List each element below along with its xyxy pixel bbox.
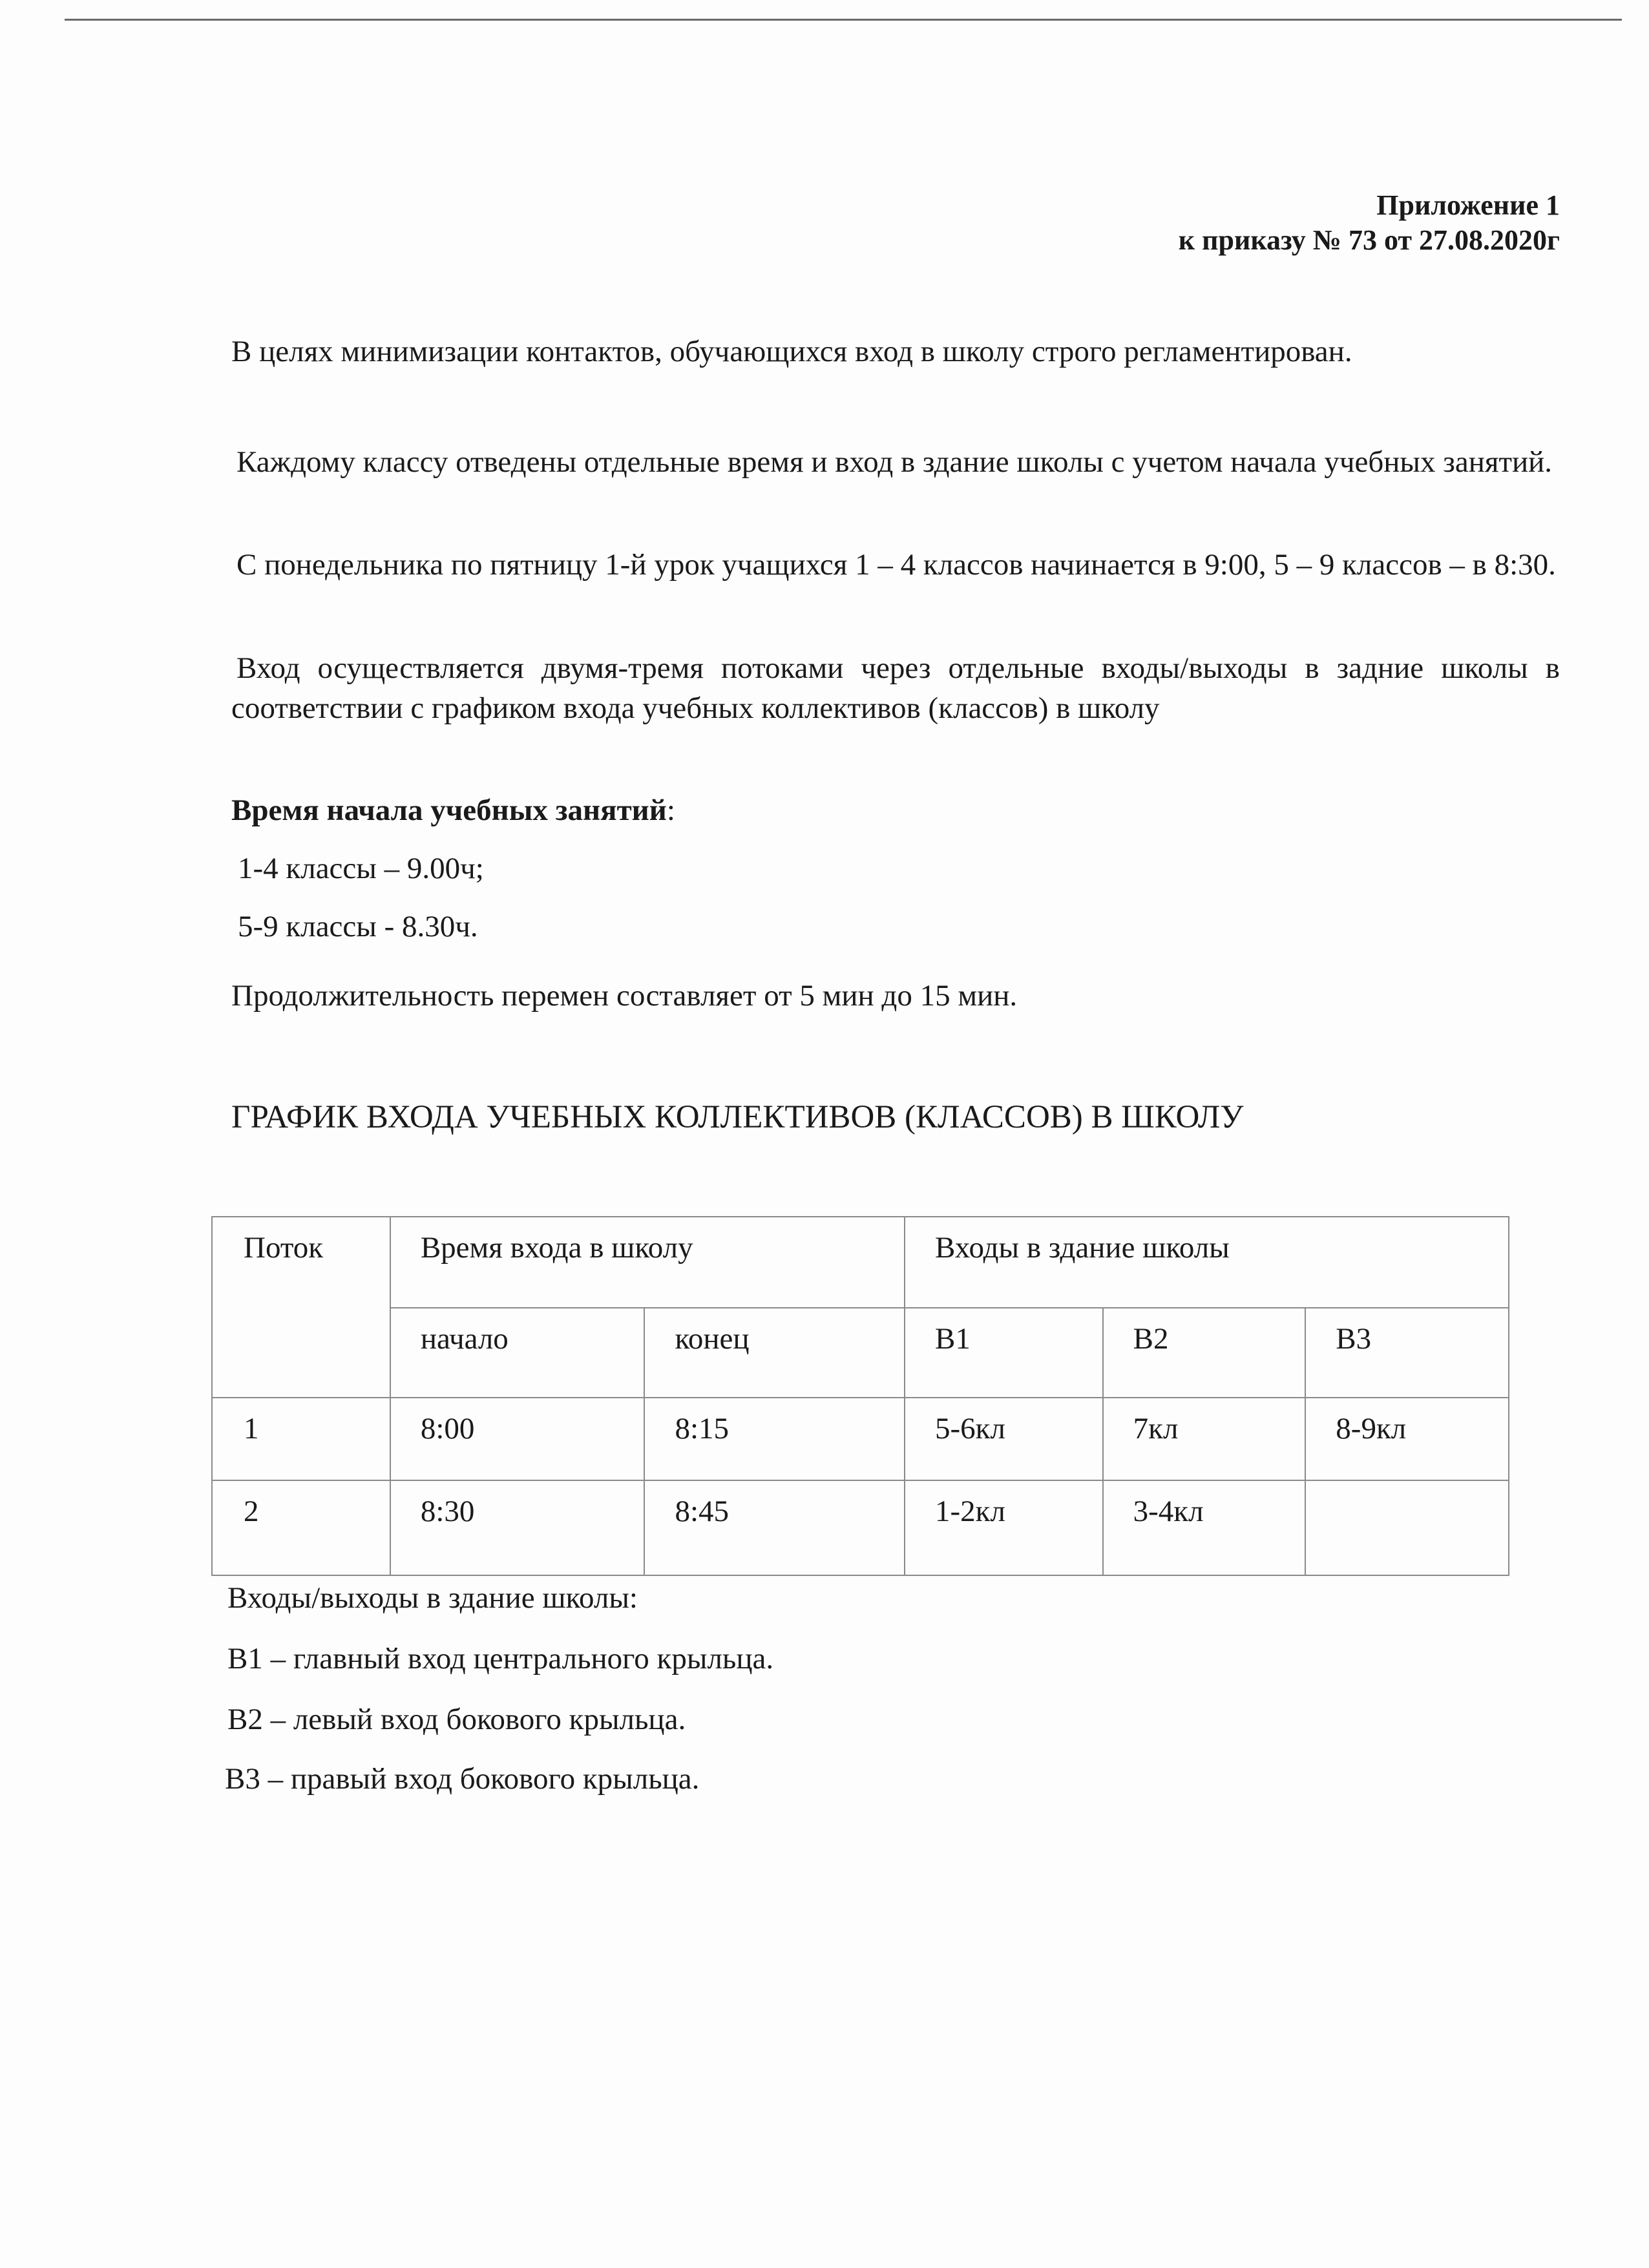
cell-stream: 2 — [212, 1480, 390, 1575]
header-b3: В3 — [1305, 1308, 1509, 1398]
cell-b2: 7кл — [1103, 1398, 1306, 1480]
start-time-secondary: 5-9 классы - 8.30ч. — [238, 910, 478, 943]
order-reference: к приказу № 73 от 27.08.2020г — [1178, 224, 1560, 256]
paragraph-2: Каждому классу отведены отдельные время и вход в здание школы с учетом начала учебных занятий. — [236, 445, 1553, 479]
breaks-duration: Продолжительность перемен составляет от 5 мин до 15 мин. — [231, 979, 1018, 1013]
appendix-label: Приложение 1 — [1376, 189, 1560, 221]
table-subheader-row — [212, 1308, 1509, 1398]
header-entrances: Входы в здание школы — [905, 1217, 1509, 1308]
start-times-colon: : — [666, 793, 675, 827]
cell-b3: 8-9кл — [1305, 1398, 1509, 1480]
cell-b2: 3-4кл — [1103, 1480, 1306, 1575]
header-stream: Поток — [212, 1217, 390, 1398]
cell-end: 8:45 — [644, 1480, 905, 1575]
entrances-heading: Входы/выходы в здание школы: — [227, 1581, 638, 1615]
schedule-title: ГРАФИК ВХОДА УЧЕБНЫХ КОЛЛЕКТИВОВ (КЛАССОВ) В ШКОЛУ — [231, 1099, 1244, 1135]
table-row — [212, 1480, 1509, 1575]
cell-start: 8:00 — [390, 1398, 645, 1480]
scan-edge-line — [65, 19, 1622, 21]
cell-b1: 5-6кл — [905, 1398, 1103, 1480]
start-times-heading-text: Время начала учебных занятий — [231, 793, 667, 827]
start-time-primary: 1-4 классы – 9.00ч; — [238, 852, 484, 885]
cell-b3 — [1305, 1480, 1509, 1575]
header-b2: В2 — [1103, 1308, 1306, 1398]
table-header-row — [212, 1217, 1509, 1308]
cell-stream: 1 — [212, 1398, 390, 1480]
schedule-table — [211, 1216, 1509, 1576]
paragraph-1: В целях минимизации контактов, обучающихся вход в школу строго регламентирован. — [231, 335, 1352, 368]
cell-start: 8:30 — [390, 1480, 645, 1575]
paragraph-4: Вход осуществляется двумя-тремя потоками через отдельные входы/выходы в задние школы в соответствии с графиком входа учебных коллективов (классов) в школу — [231, 651, 1560, 725]
header-b1: В1 — [905, 1308, 1103, 1398]
cell-b1: 1-2кл — [905, 1480, 1103, 1575]
entrance-b1: В1 – главный вход центрального крыльца. — [227, 1642, 774, 1675]
header-end: конец — [644, 1308, 905, 1398]
entrance-b2: В2 – левый вход бокового крыльца. — [227, 1703, 686, 1736]
header-start: начало — [390, 1308, 645, 1398]
entrance-b3: В3 – правый вход бокового крыльца. — [225, 1762, 700, 1796]
start-times-heading — [231, 792, 675, 828]
header-entry-time: Время входа в школу — [390, 1217, 905, 1308]
table-row — [212, 1398, 1509, 1480]
paragraph-3: С понедельника по пятницу 1-й урок учащихся 1 – 4 классов начинается в 9:00, 5 – 9 классов – в 8:30. — [236, 548, 1556, 582]
cell-end: 8:15 — [644, 1398, 905, 1480]
